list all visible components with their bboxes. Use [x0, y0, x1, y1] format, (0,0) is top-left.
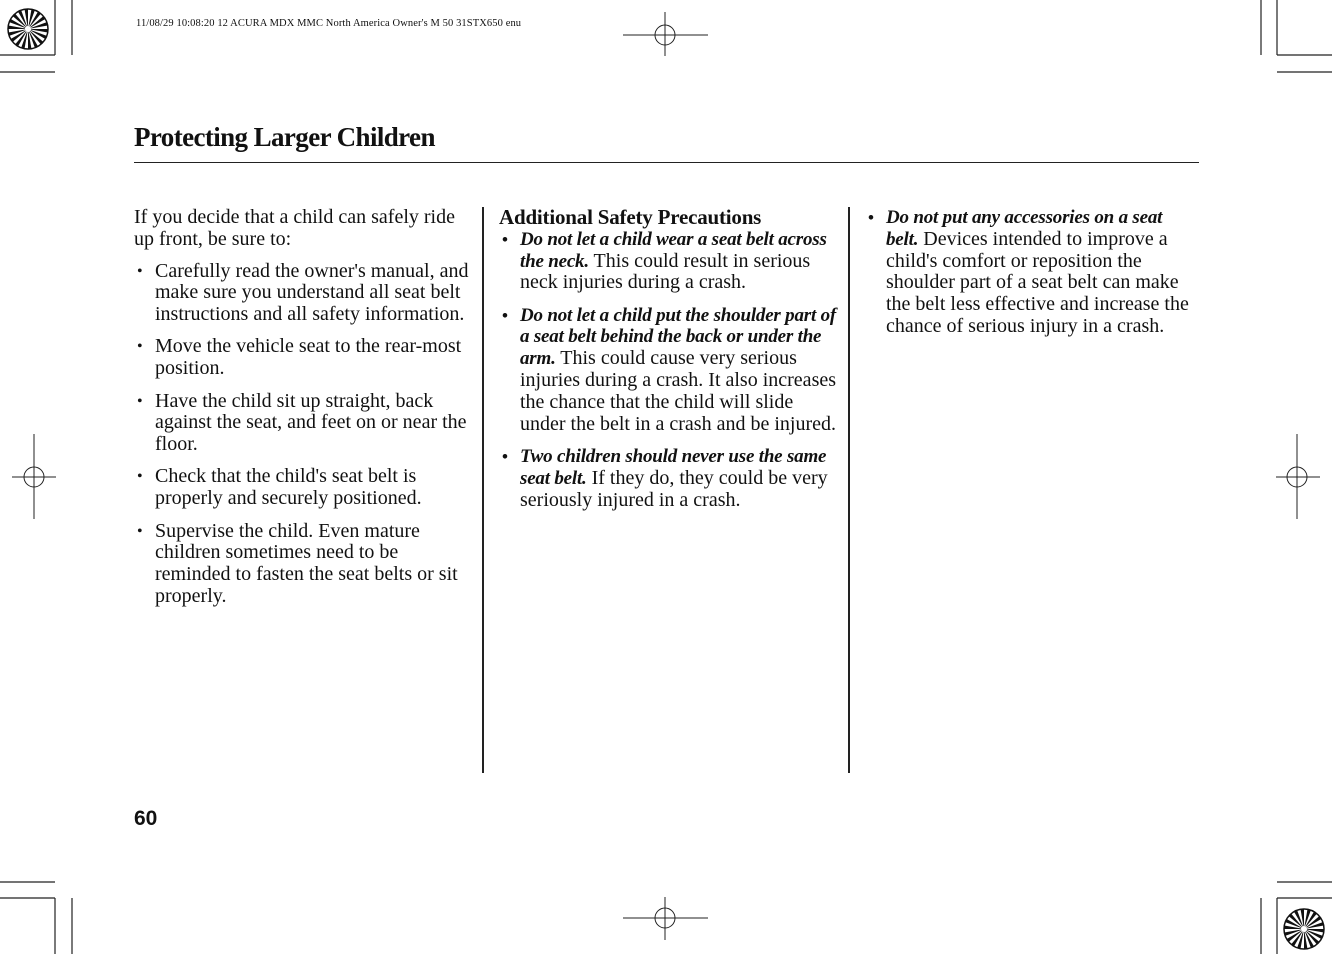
print-metadata: 11/08/29 10:08:20 12 ACURA MDX MMC North America Owner's M 50 31STX650 enu: [136, 18, 522, 29]
list-item-text: Move the vehicle seat to the rear-most position.: [155, 335, 462, 380]
precaution-text: Devices intended to improve a child's comfort or reposition the shoulder part of a seat belt can make the belt less effective and increase the chance of serious injury in a crash.: [886, 227, 1189, 337]
precaution-item: [865, 207, 1195, 338]
precaution-item: [499, 305, 839, 436]
column-divider: [482, 207, 484, 773]
section-heading: Additional Safety Precautions: [499, 205, 762, 229]
bullet-glyph: •: [137, 262, 143, 280]
precaution-warning: Do not let a child wear a seat belt across the neck.: [520, 228, 827, 272]
precaution-warning: Do not put any accessories on a seat belt.: [886, 207, 1163, 250]
precaution-item: [499, 446, 839, 511]
page-number: 60: [134, 807, 158, 830]
list-item-text: Check that the child's seat belt is properly and securely positioned.: [155, 465, 422, 510]
list-item-text: Have the child sit up straight, back against the seat, and feet on or near the floor.: [155, 389, 467, 456]
precaution-item: [499, 229, 839, 294]
column-2: [499, 207, 839, 522]
bullet-glyph: •: [502, 229, 508, 249]
bullet-glyph: •: [137, 392, 143, 410]
list-item-text: Carefully read the owner's manual, and make sure you understand all seat belt instructions and all safety information.: [155, 259, 469, 326]
list-item: [134, 336, 474, 380]
page-title: Protecting Larger Children: [134, 122, 435, 152]
precaution-warning: Do not let a child put the shoulder part of a seat belt behind the back or under the arm.: [520, 304, 837, 370]
list-item: [134, 521, 474, 608]
list-item: [134, 391, 474, 456]
precaution-text: This could result in serious neck injuries during a crash.: [520, 249, 811, 294]
list-item-text: Supervise the child. Even mature children sometimes need to be reminded to fasten the seat belts or sit properly.: [155, 519, 458, 607]
bullet-glyph: •: [502, 305, 508, 325]
bullet-glyph: •: [502, 446, 508, 466]
precaution-text: This could cause very serious injuries during a crash. It also increases the chance that the child will slide under the belt in a crash and be injured.: [520, 347, 837, 435]
intro-paragraph: If you decide that a child can safely ride up front, be sure to:: [134, 206, 455, 250]
precaution-text: If they do, they could be very seriously injured in a crash.: [520, 466, 828, 511]
precaution-warning: Two children should never use the same seat belt.: [520, 445, 827, 489]
bullet-glyph: •: [137, 468, 143, 486]
list-item: [134, 466, 474, 510]
bullet-glyph: •: [137, 522, 143, 540]
column-divider: [848, 207, 850, 773]
bullet-glyph: •: [868, 208, 874, 227]
column-1: [134, 207, 474, 618]
title-rule: [134, 162, 1199, 163]
list-item: [134, 261, 474, 326]
bullet-glyph: •: [137, 338, 143, 356]
column-3: [865, 207, 1195, 348]
